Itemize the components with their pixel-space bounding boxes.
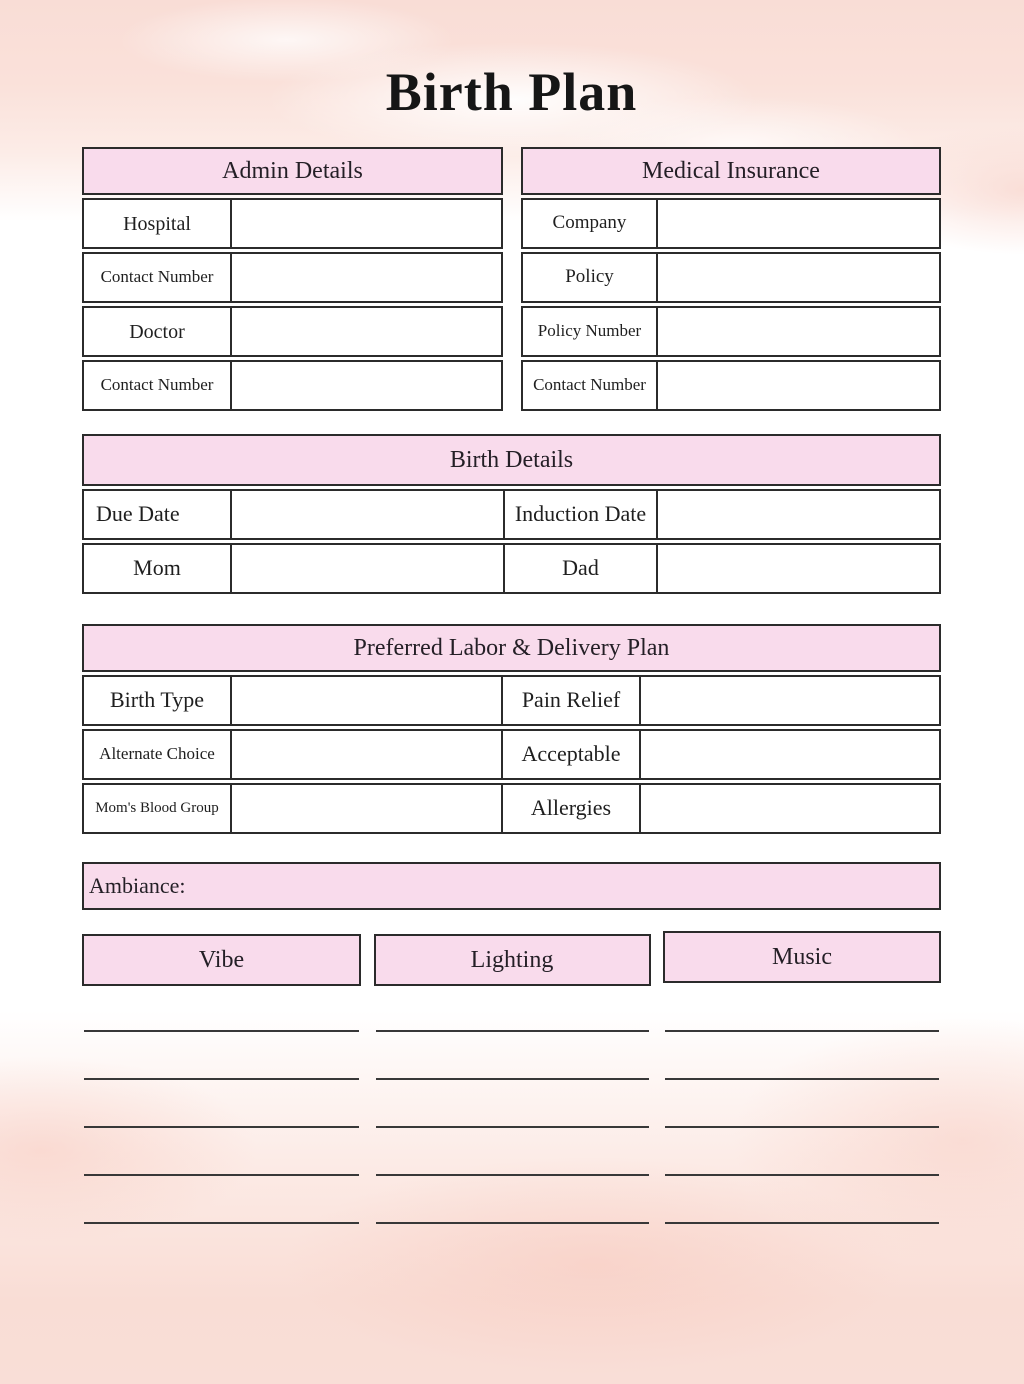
writing-line[interactable] xyxy=(665,1030,939,1032)
field-value-mom-blood-group[interactable] xyxy=(230,783,503,834)
table-row xyxy=(82,198,503,249)
field-label-policy: Policy xyxy=(521,252,658,303)
field-label-company: Company xyxy=(521,198,658,249)
admin-details-header: Admin Details xyxy=(82,147,503,195)
ambiance-label: Ambiance: xyxy=(89,873,186,898)
birth-details-header: Birth Details xyxy=(82,434,941,486)
field-value-hospital-contact[interactable] xyxy=(230,252,503,303)
field-value-doctor-contact[interactable] xyxy=(230,360,503,411)
field-label-due-date: Due Date xyxy=(82,489,232,540)
field-label-doctor: Doctor xyxy=(82,306,232,357)
table-row xyxy=(82,729,941,780)
birth-plan-page xyxy=(0,58,1024,1224)
writing-line[interactable] xyxy=(376,1174,649,1176)
table-row xyxy=(82,675,941,726)
writing-line[interactable] xyxy=(84,1030,359,1032)
field-value-company[interactable] xyxy=(656,198,941,249)
writing-line[interactable] xyxy=(665,1078,939,1080)
field-label-policy-number: Policy Number xyxy=(521,306,658,357)
field-value-policy-number[interactable] xyxy=(656,306,941,357)
ambiance-section-bar xyxy=(82,862,941,910)
table-row xyxy=(82,543,941,594)
field-label-hospital-contact: Contact Number xyxy=(82,252,232,303)
table-row xyxy=(521,198,941,249)
field-label-alternate-choice: Alternate Choice xyxy=(82,729,232,780)
writing-line[interactable] xyxy=(376,1078,649,1080)
field-value-doctor[interactable] xyxy=(230,306,503,357)
table-row xyxy=(82,783,941,834)
top-tables-row xyxy=(82,147,941,411)
lighting-header: Lighting xyxy=(374,934,651,986)
field-label-mom: Mom xyxy=(82,543,232,594)
writing-line[interactable] xyxy=(84,1126,359,1128)
music-header: Music xyxy=(663,931,941,983)
writing-line[interactable] xyxy=(665,1126,939,1128)
table-row xyxy=(521,252,941,303)
field-label-induction-date: Induction Date xyxy=(503,489,658,540)
page-title: Birth Plan xyxy=(385,62,638,122)
labor-plan-header: Preferred Labor & Delivery Plan xyxy=(82,624,941,672)
writing-line[interactable] xyxy=(376,1030,649,1032)
table-row xyxy=(521,306,941,357)
writing-line[interactable] xyxy=(665,1174,939,1176)
writing-line[interactable] xyxy=(84,1078,359,1080)
vibe-header: Vibe xyxy=(82,934,361,986)
field-value-alternate-choice[interactable] xyxy=(230,729,503,780)
field-value-hospital[interactable] xyxy=(230,198,503,249)
writing-line[interactable] xyxy=(376,1126,649,1128)
field-label-pain-relief: Pain Relief xyxy=(501,675,641,726)
table-row xyxy=(82,252,503,303)
field-label-insurance-contact: Contact Number xyxy=(521,360,658,411)
field-label-birth-type: Birth Type xyxy=(82,675,232,726)
writing-line[interactable] xyxy=(84,1174,359,1176)
writing-line[interactable] xyxy=(665,1222,939,1224)
field-label-mom-blood-group: Mom's Blood Group xyxy=(82,783,232,834)
labor-plan-table xyxy=(82,624,941,834)
field-value-induction-date[interactable] xyxy=(656,489,941,540)
writing-line[interactable] xyxy=(376,1222,649,1224)
field-value-pain-relief[interactable] xyxy=(639,675,941,726)
table-row xyxy=(82,489,941,540)
ambiance-columns xyxy=(82,934,941,1224)
lighting-lines xyxy=(374,1030,651,1224)
medical-insurance-header: Medical Insurance xyxy=(521,147,941,195)
field-value-dad[interactable] xyxy=(656,543,941,594)
birth-details-table xyxy=(82,434,941,594)
medical-insurance-table xyxy=(521,147,941,411)
writing-line[interactable] xyxy=(84,1222,359,1224)
field-value-allergies[interactable] xyxy=(639,783,941,834)
admin-details-table xyxy=(82,147,503,411)
field-label-hospital: Hospital xyxy=(82,198,232,249)
vibe-lines xyxy=(82,1030,361,1224)
field-value-policy[interactable] xyxy=(656,252,941,303)
field-value-acceptable[interactable] xyxy=(639,729,941,780)
table-row xyxy=(521,360,941,411)
field-value-due-date[interactable] xyxy=(230,489,505,540)
table-row xyxy=(82,360,503,411)
field-value-insurance-contact[interactable] xyxy=(656,360,941,411)
ambiance-column-vibe xyxy=(82,934,361,1224)
table-row xyxy=(82,306,503,357)
field-value-mom[interactable] xyxy=(230,543,505,594)
field-label-dad: Dad xyxy=(503,543,658,594)
music-lines xyxy=(663,1030,941,1224)
field-label-acceptable: Acceptable xyxy=(501,729,641,780)
ambiance-column-music xyxy=(663,934,941,1224)
field-label-allergies: Allergies xyxy=(501,783,641,834)
field-value-birth-type[interactable] xyxy=(230,675,503,726)
field-label-doctor-contact: Contact Number xyxy=(82,360,232,411)
ambiance-column-lighting xyxy=(374,934,651,1224)
